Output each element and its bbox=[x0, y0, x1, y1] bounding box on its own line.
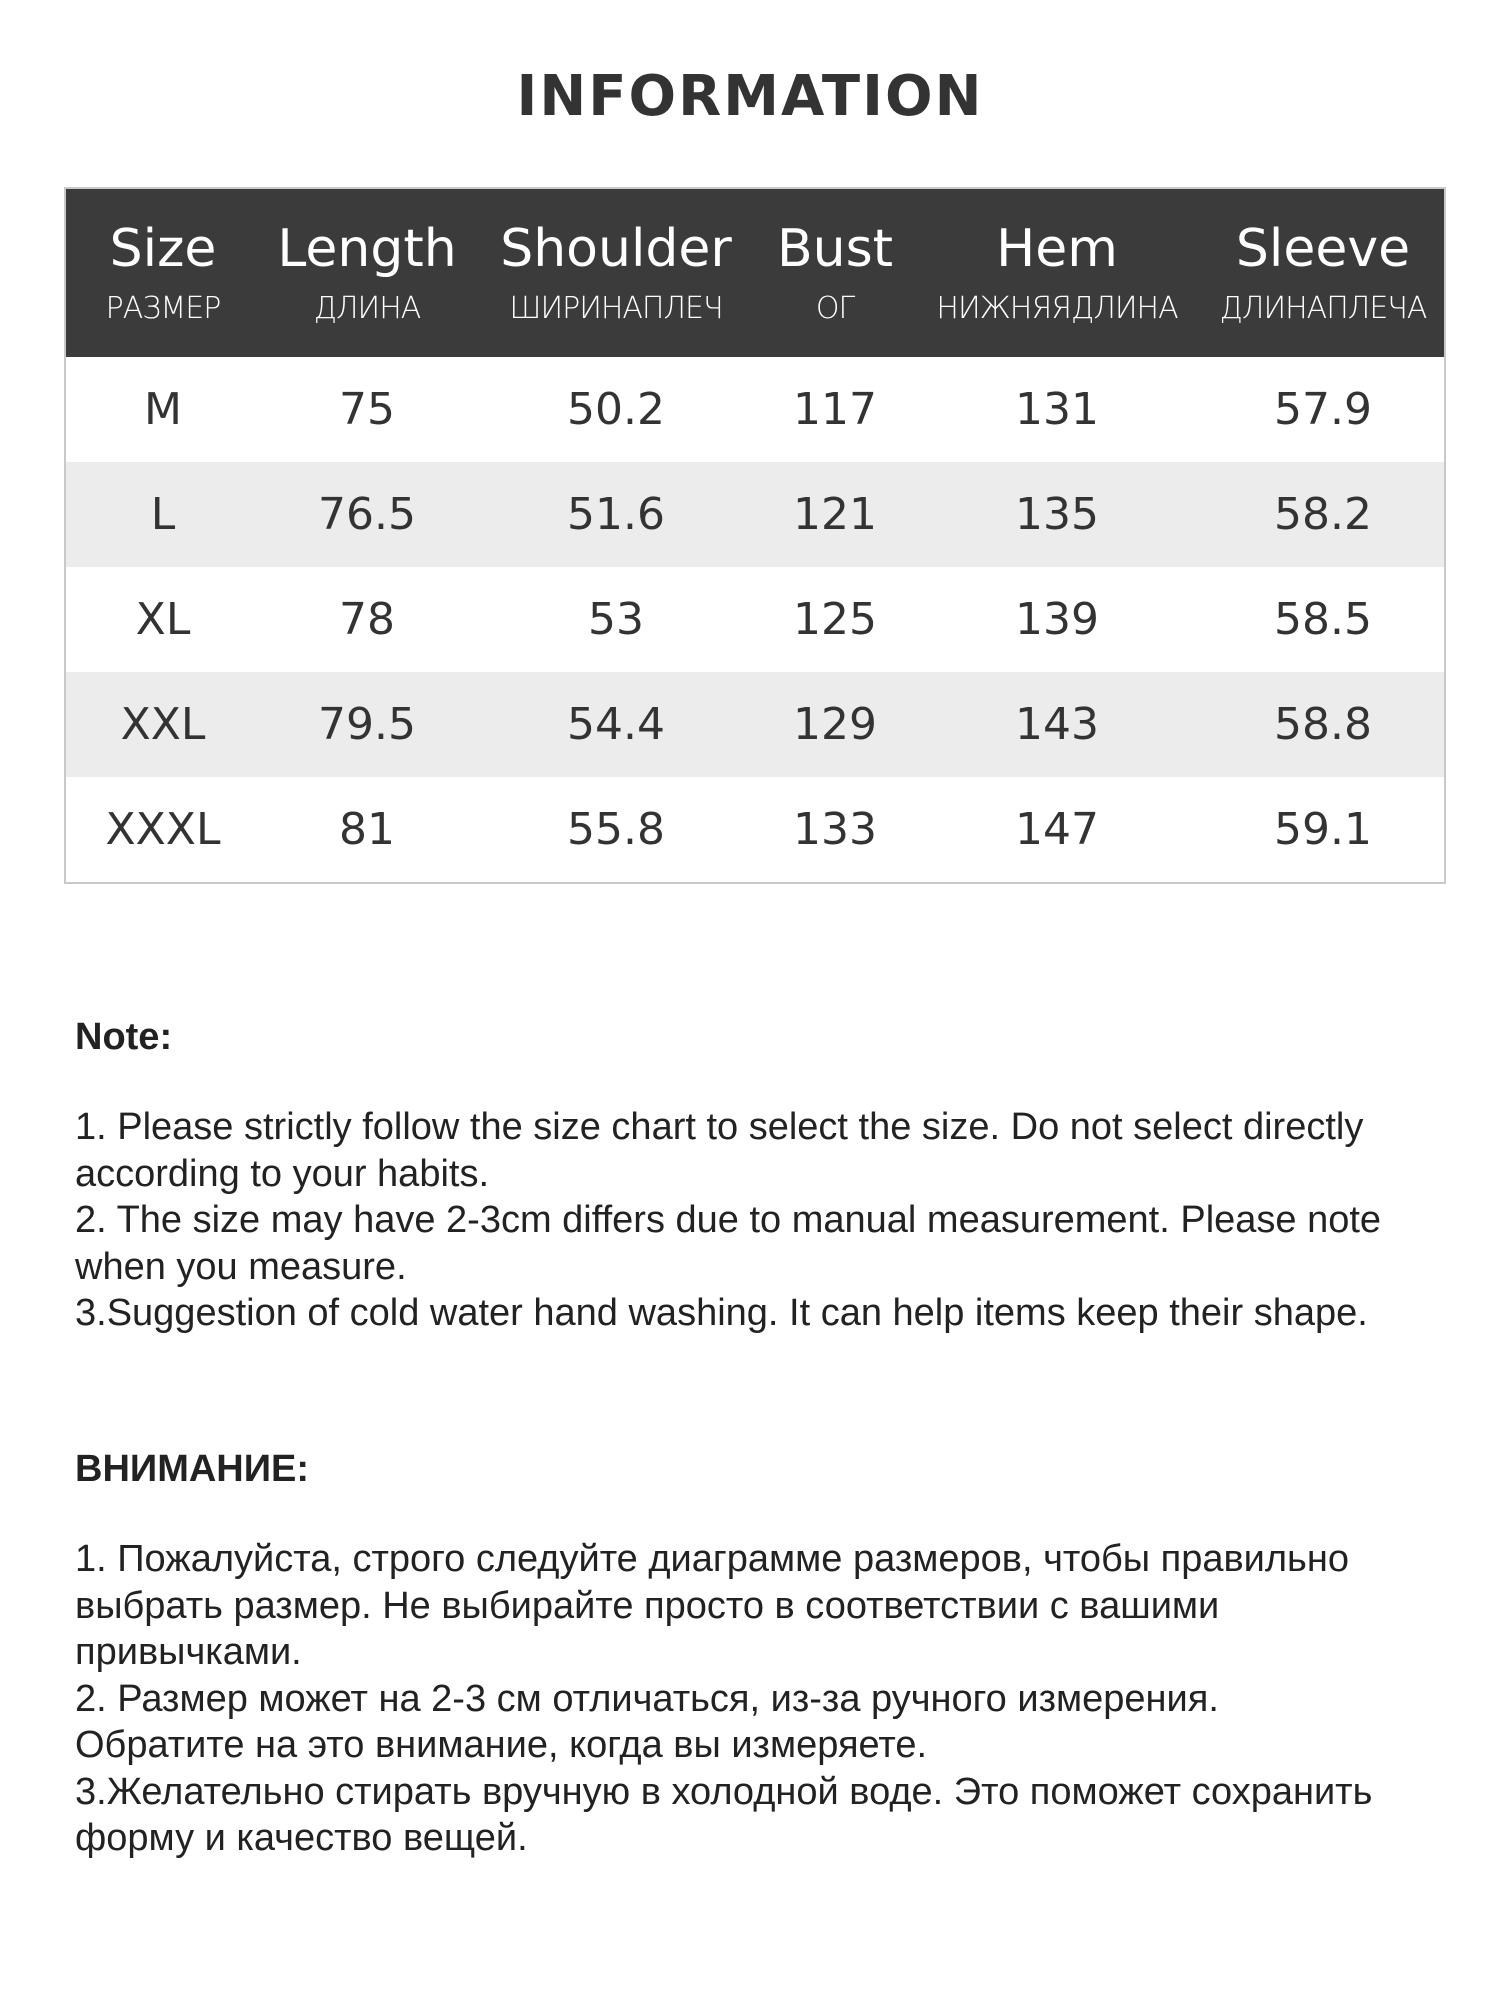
header-hem bbox=[912, 189, 1202, 357]
cell-sleeve: 57.9 bbox=[1274, 384, 1372, 435]
table-row bbox=[66, 567, 1444, 672]
note-line: according to your habits. bbox=[75, 1152, 490, 1195]
cell-hem: 135 bbox=[1015, 489, 1099, 540]
cell-bust: 117 bbox=[793, 384, 877, 435]
cell-shoulder: 51.6 bbox=[567, 489, 665, 540]
cell-length: 75 bbox=[339, 384, 395, 435]
note-line: 1. Please strictly follow the size chart to select the size. Do not select directly bbox=[75, 1106, 1364, 1148]
cell-shoulder: 50.2 bbox=[567, 384, 665, 435]
cell-length: 78 bbox=[339, 594, 395, 645]
note-line: привычками. bbox=[75, 1631, 302, 1673]
note-line: форму и качество вещей. bbox=[75, 1817, 528, 1859]
note-section-ru bbox=[75, 1446, 1435, 1862]
note-text bbox=[75, 1104, 1435, 1337]
header-label-en: Size bbox=[109, 219, 217, 279]
header-bust bbox=[758, 189, 912, 357]
header-label-ru: ШИРИНАПЛЕЧ bbox=[509, 291, 723, 326]
cell-size: L bbox=[150, 489, 176, 540]
cell-bust: 133 bbox=[793, 804, 877, 855]
table-row bbox=[66, 777, 1444, 882]
note-section-en bbox=[75, 1014, 1435, 1337]
cell-sleeve: 58.5 bbox=[1274, 594, 1372, 645]
cell-shoulder: 55.8 bbox=[567, 804, 665, 855]
cell-bust: 121 bbox=[793, 489, 877, 540]
header-label-ru: НИЖНЯЯДЛИНА bbox=[936, 291, 1178, 326]
cell-sleeve: 58.2 bbox=[1274, 489, 1372, 540]
cell-hem: 131 bbox=[1015, 384, 1099, 435]
note-heading: ВНИМАНИЕ: bbox=[75, 1448, 310, 1490]
cell-bust: 125 bbox=[793, 594, 877, 645]
header-length bbox=[260, 189, 474, 357]
table-row bbox=[66, 357, 1444, 462]
cell-shoulder: 53 bbox=[588, 594, 644, 645]
cell-length: 79.5 bbox=[318, 699, 416, 750]
header-label-en: Sleeve bbox=[1235, 219, 1411, 279]
note-text bbox=[75, 1536, 1435, 1862]
cell-length: 76.5 bbox=[318, 489, 416, 540]
cell-size: XXL bbox=[120, 699, 206, 750]
note-line: 1. Пожалуйста, строго следуйте диаграмме размеров, чтобы правильно bbox=[75, 1538, 1349, 1580]
header-label-ru: ДЛИНА bbox=[313, 291, 421, 326]
note-line: Обратите на это внимание, когда вы измеряете. bbox=[75, 1724, 928, 1766]
note-line: 2. Размер может на 2-3 см отличаться, из-за ручного измерения. bbox=[75, 1677, 1219, 1720]
header-shoulder bbox=[474, 189, 758, 357]
cell-sleeve: 59.1 bbox=[1274, 804, 1372, 855]
note-heading: Note: bbox=[75, 1016, 173, 1058]
cell-bust: 129 bbox=[793, 699, 877, 750]
cell-size: M bbox=[144, 384, 182, 435]
header-label-ru: РАЗМЕР bbox=[105, 291, 221, 326]
cell-size: XXXL bbox=[105, 804, 221, 855]
cell-shoulder: 54.4 bbox=[567, 699, 665, 750]
header-label-en: Length bbox=[277, 219, 457, 279]
header-sleeve bbox=[1202, 189, 1444, 357]
cell-length: 81 bbox=[339, 804, 395, 855]
table-row bbox=[66, 672, 1444, 777]
header-label-ru: ДЛИНАПЛЕЧА bbox=[1219, 291, 1427, 326]
header-label-en: Bust bbox=[776, 219, 894, 279]
table-header-row bbox=[66, 189, 1444, 357]
cell-sleeve: 58.8 bbox=[1274, 699, 1372, 750]
page-title: INFORMATION bbox=[516, 64, 984, 129]
note-line: выбрать размер. Не выбирайте просто в соответствии с вашими bbox=[75, 1584, 1220, 1627]
header-label-ru: ОГ bbox=[815, 291, 855, 326]
header-label-en: Hem bbox=[996, 219, 1118, 279]
table-row bbox=[66, 462, 1444, 567]
header-label-en: Shoulder bbox=[500, 219, 732, 279]
note-line: when you measure. bbox=[75, 1245, 407, 1288]
cell-hem: 143 bbox=[1015, 699, 1099, 750]
cell-hem: 139 bbox=[1015, 594, 1099, 645]
cell-size: XL bbox=[135, 594, 191, 645]
header-size bbox=[66, 189, 260, 357]
note-line: 3.Желательно стирать вручную в холодной воде. Это поможет сохранить bbox=[75, 1770, 1373, 1813]
size-chart-table bbox=[64, 187, 1446, 884]
note-line: 2. The size may have 2-3cm differs due to manual measurement. Please note bbox=[75, 1199, 1382, 1241]
note-line: 3.Suggestion of cold water hand washing. It can help items keep their shape. bbox=[75, 1292, 1368, 1334]
cell-hem: 147 bbox=[1015, 804, 1099, 855]
